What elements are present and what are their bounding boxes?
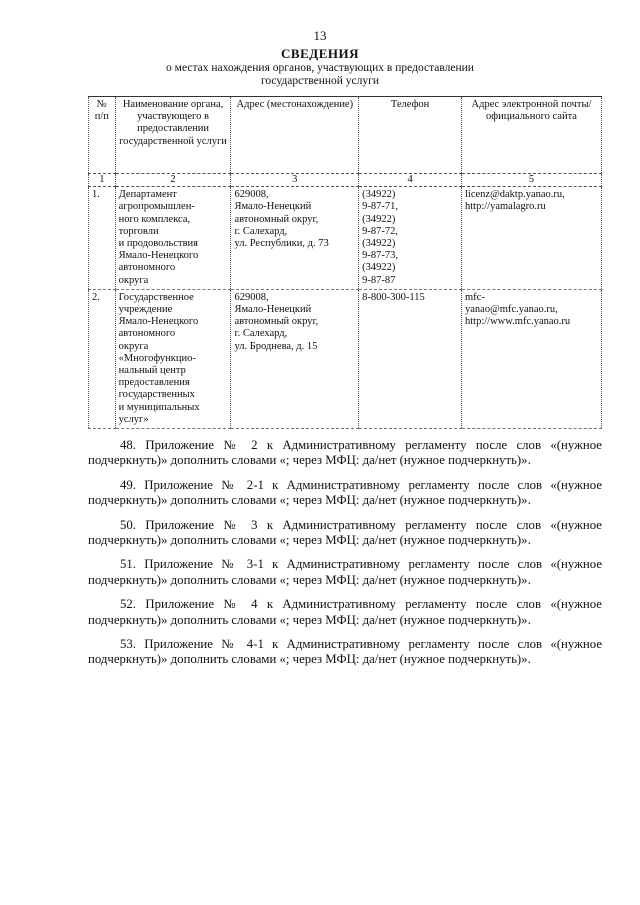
cell-line: Ямало-Ненецкого [118,250,199,262]
cell-line: агропромышлен- [118,201,195,213]
cell-line: ул. Республики, д. 73 [234,238,329,250]
cell-line: автономного [118,262,176,274]
table-row [89,187,602,290]
cell-line: «Многофункцио- [118,352,196,364]
cell-line: Государственное [118,291,194,303]
cell-line: 9-87-71, [362,201,399,213]
cell-line: округа [118,340,149,352]
cell-line: 9-87-72, [362,225,399,237]
cell-line: г. Салехард, [234,225,288,237]
paragraph: 52. Приложение № 4 к Административному регламенту после слов «(нужное подчеркнуть)» дополнить словами «; через МФЦ: да/нет (нужное подчеркнуть)». [88,597,602,627]
cell-line: Ямало-Ненецкий [234,304,312,316]
cell-line: ного комплекса, [118,213,191,225]
cell-line: автономного [118,328,176,340]
cell-line: yanao@mfc.yanao.ru, [465,304,558,316]
cell-line: и продовольствия [118,238,198,250]
header-name: Наименование органа, участвующего в предоставлении государственной услуги [115,97,231,174]
title-block [0,46,640,87]
cell-line: (34922) [362,238,396,250]
cell-line: (34922) [362,189,396,201]
organs-table [88,96,602,429]
cell-line: Департамент [118,189,177,201]
paragraph: 51. Приложение № 3-1 к Административному регламенту после слов «(нужное подчеркнуть)» дополнить словами «; через МФЦ: да/нет (нужное подчеркнуть)». [88,557,602,587]
cell-line: и муниципальных [118,401,200,413]
cell-line: ул. Броднева, д. 15 [234,340,318,352]
header-address: Адрес (местонахождение) [231,97,359,174]
organ-address [231,187,359,290]
cell-line: http://www.mfc.yanao.ru [465,316,571,328]
organ-name [115,289,231,428]
header-contacts: Адрес электронной почты/официального сайта [462,97,602,174]
cell-line: 9-87-87 [362,274,396,286]
cell-line: mfc- [465,291,485,303]
column-number: 2 [115,174,231,187]
cell-line: государственных [118,389,195,401]
cell-line: Ямало-Ненецкий [234,201,312,213]
document-subtitle: о местах нахождения органов, участвующих в предоставлении государственной услуги [166,62,474,87]
row-number: 2. [89,289,116,428]
cell-line: торговли [118,225,159,237]
organ-phone [359,187,462,290]
cell-line: (34922) [362,262,396,274]
paragraph: 53. Приложение № 4-1 к Административному регламенту после слов «(нужное подчеркнуть)» дополнить словами «; через МФЦ: да/нет (нужное подчеркнуть)». [88,637,602,667]
amendments-text [88,438,602,677]
organ-phone [359,289,462,428]
cell-line: предоставления [118,377,190,389]
cell-line: г. Салехард, [234,328,288,340]
organ-contacts [462,289,602,428]
column-number: 1 [89,174,116,187]
cell-line: нальный центр [118,365,186,377]
paragraph: 48. Приложение № 2 к Административному регламенту после слов «(нужное подчеркнуть)» дополнить словами «; через МФЦ: да/нет (нужное подчеркнуть)». [88,438,602,468]
column-number: 4 [359,174,462,187]
cell-line: округа [118,274,149,286]
paragraph: 49. Приложение № 2-1 к Административному регламенту после слов «(нужное подчеркнуть)» дополнить словами «; через МФЦ: да/нет (нужное подчеркнуть)». [88,477,602,508]
header-phone: Телефон [359,97,462,174]
cell-line: автономный округ, [234,213,319,225]
organ-name [115,187,231,290]
cell-line: 629008, [234,189,269,201]
cell-line: 9-87-73, [362,250,399,262]
column-number: 5 [462,174,602,187]
table-header-row [89,97,602,174]
cell-line: учреждение [118,304,173,316]
row-number: 1. [89,187,116,290]
cell-line: 8-800-300-115 [362,291,425,303]
cell-line: услуг» [118,413,149,425]
column-numbers-row [89,174,602,187]
document-title: СВЕДЕНИЯ [281,46,359,61]
cell-line: Ямало-Ненецкого [118,316,199,328]
organ-address [231,289,359,428]
cell-line: licenz@daktp.yanao.ru, [465,189,565,201]
organ-contacts [462,187,602,290]
cell-line: http://yamalagro.ru [465,201,546,213]
cell-line: (34922) [362,213,396,225]
page-number: 13 [313,28,327,43]
header-num: № п/п [89,97,116,174]
column-number: 3 [231,174,359,187]
cell-line: 629008, [234,291,269,303]
paragraph: 50. Приложение № 3 к Административному регламенту после слов «(нужное подчеркнуть)» дополнить словами «; через МФЦ: да/нет (нужное подчеркнуть)». [88,517,602,548]
table-row [89,289,602,428]
cell-line: автономный округ, [234,316,319,328]
